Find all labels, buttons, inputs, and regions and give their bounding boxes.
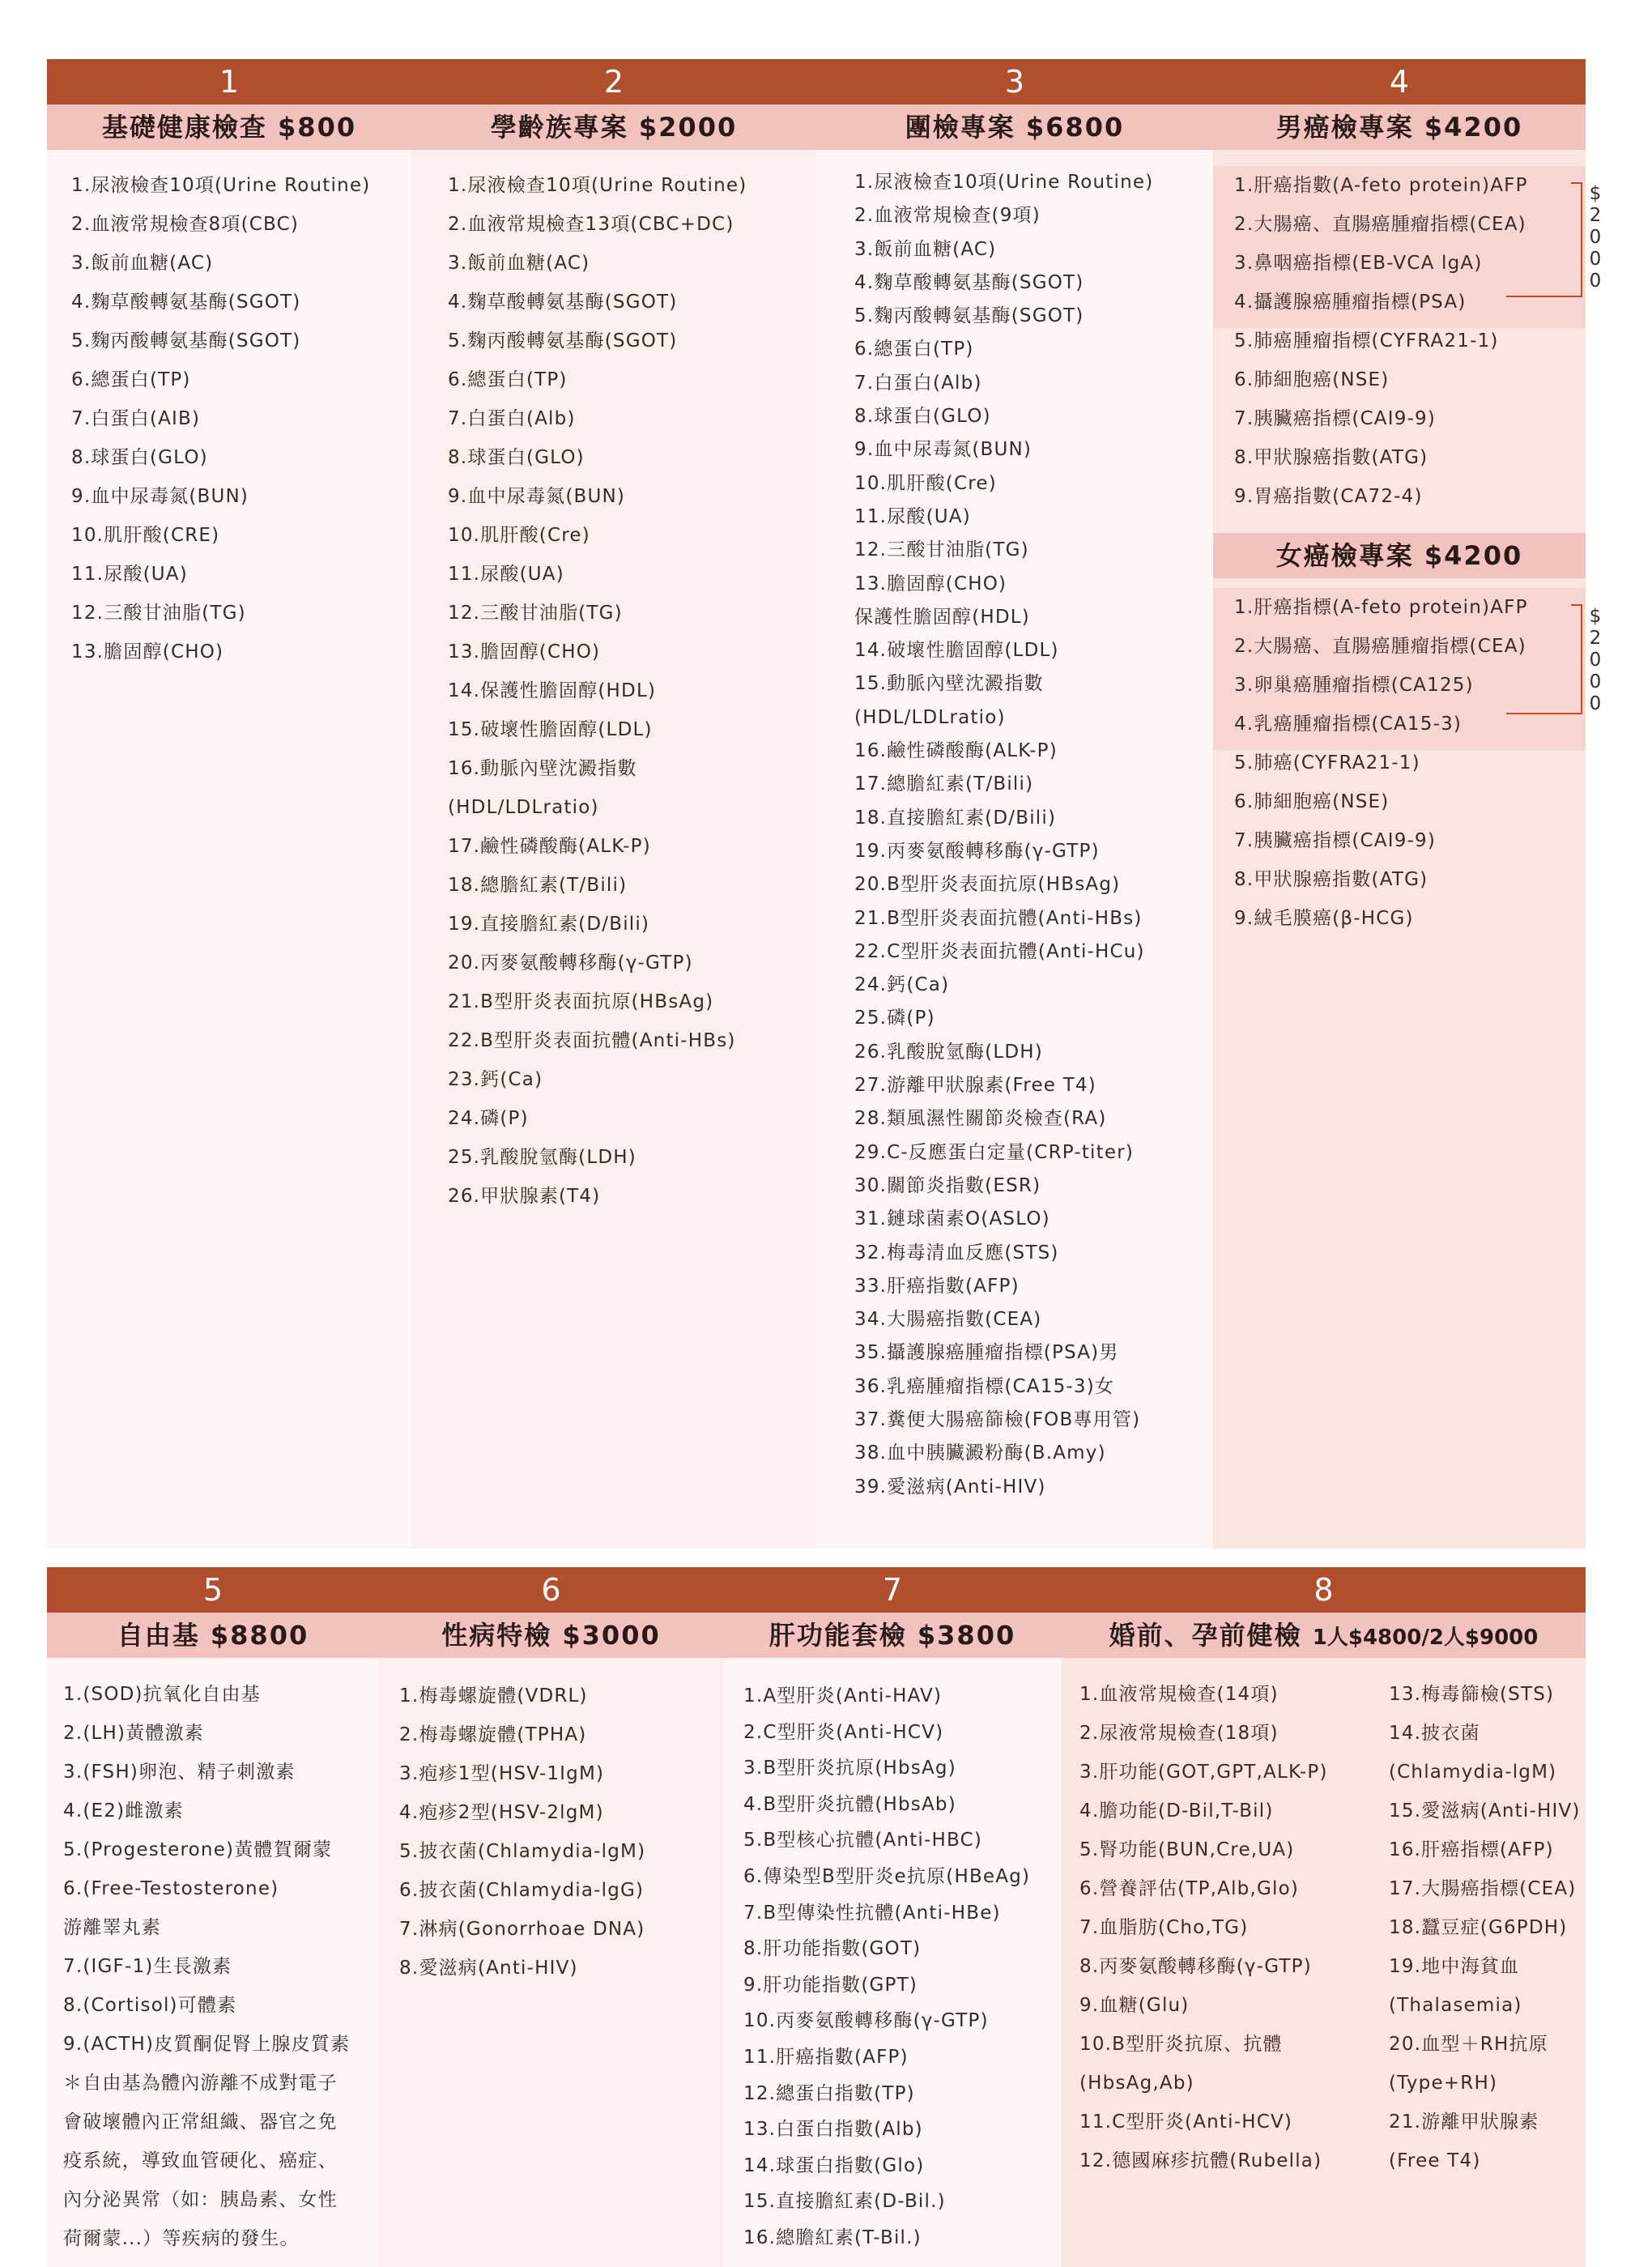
- section-4-bracket-tick: [1571, 182, 1581, 184]
- list-item: 11.肝癌指數(AFP): [743, 2046, 909, 2068]
- list-item: 34.大腸癌指數(CEA): [854, 1309, 1042, 1331]
- list-item: 8.(Cortisol)可體素: [63, 1995, 237, 2016]
- list-item: 38.血中胰臟澱粉酶(B.Amy): [854, 1442, 1106, 1464]
- list-item: 1.尿液檢查10項(Urine Routine): [448, 175, 747, 196]
- list-item: 6.披衣菌(Chlamydia-lgG): [399, 1880, 645, 1901]
- list-item: 21.B型肝炎表面抗體(Anti-HBs): [854, 907, 1143, 929]
- list-item: 15.愛滋病(Anti-HIV): [1389, 1800, 1581, 1822]
- list-item: 2.血液常規檢查8項(CBC): [71, 214, 300, 235]
- list-item: 27.游離甲狀腺素(Free T4): [854, 1075, 1096, 1097]
- list-item: 7.B型傳染性抗體(Anti-HBe): [743, 1902, 1001, 1924]
- list-item: 37.糞便大腸癌篩檢(FOB專用管): [854, 1408, 1141, 1430]
- list-item: 20.丙麥氨酸轉移酶(γ-GTP): [448, 952, 693, 974]
- section-8-title-wrap: [1062, 1613, 1586, 1658]
- list-item: 9.血糖(Glu): [1079, 1995, 1190, 2016]
- list-item: 8.球蛋白(GLO): [71, 447, 208, 468]
- list-item: 7.白蛋白(AIB): [71, 408, 201, 429]
- list-item: 30.關節炎指數(ESR): [854, 1174, 1041, 1196]
- list-item: 8.愛滋病(Anti-HIV): [399, 1958, 578, 1979]
- list-item: 9.(ACTH)皮質酮促腎上腺皮質素: [63, 2034, 351, 2055]
- list-item: 8.球蛋白(GLO): [854, 406, 991, 428]
- list-item: 3.(FSH)卵泡、精子刺激素: [63, 1762, 296, 1783]
- list-item: 4.麴草酸轉氨基酶(SGOT): [71, 292, 301, 313]
- list-item: 13.膽固醇(CHO): [854, 573, 1007, 594]
- list-item: 1.肝癌指標(A-feto protein)AFP: [1234, 597, 1528, 618]
- list-item: 16.鹼性磷酸酶(ALK-P): [854, 740, 1058, 762]
- section-8-title: 婚前、孕前健檢: [1109, 1620, 1302, 1651]
- list-item: 16.總膽紅素(T-Bil.): [743, 2227, 922, 2248]
- list-item: 7.白蛋白(Alb): [854, 372, 982, 394]
- section-8-price: 1人$4800/2人$9000: [1312, 1626, 1539, 1650]
- list-item: 13.膽固醇(CHO): [71, 641, 224, 663]
- list-item: 3.疱疹1型(HSV-1IgM): [399, 1763, 605, 1784]
- list-item: 3.飯前血糖(AC): [854, 238, 997, 260]
- list-item: 12.德國麻疹抗體(Rubella): [1079, 2150, 1322, 2171]
- list-item: 10.肌肝酸(CRE): [71, 525, 220, 546]
- list-item: 2.血液常規檢查13項(CBC+DC): [448, 214, 734, 235]
- list-item: 33.肝癌指數(AFP): [854, 1275, 1020, 1297]
- list-item: 6.(Free-Testosterone): [63, 1878, 279, 1899]
- list-item: 10.丙麥氨酸轉移酶(γ-GTP): [743, 2010, 989, 2032]
- list-item: 12.三酸甘油脂(TG): [448, 603, 623, 624]
- list-item: 7.白蛋白(Alb): [448, 408, 576, 429]
- list-item: 12.三酸甘油脂(TG): [854, 539, 1029, 561]
- list-item: 3.鼻咽癌指標(EB-VCA lgA): [1234, 253, 1483, 274]
- list-item: 荷爾蒙...）等疾病的發生。: [63, 2228, 300, 2249]
- list-item: 疫系統，導致血管硬化、癌症、: [63, 2150, 338, 2171]
- list-item: 6.營養評估(TP,Alb,Glo): [1079, 1878, 1300, 1899]
- section-6-number: 6: [541, 1572, 561, 1608]
- list-item: 5.B型核心抗體(Anti-HBC): [743, 1830, 983, 1852]
- list-item: 4.攝護腺癌腫瘤指標(PSA): [1234, 292, 1467, 313]
- list-item: 7.血脂肪(Cho,TG): [1079, 1917, 1249, 1938]
- list-item: 5.麴丙酸轉氨基酶(SGOT): [854, 305, 1084, 327]
- list-item: 4.B型肝炎抗體(HbsAb): [743, 1793, 956, 1815]
- list-item: 12.三酸甘油脂(TG): [71, 603, 246, 624]
- list-item: 3.B型肝炎抗原(HbsAg): [743, 1758, 956, 1779]
- list-item: 8.甲狀腺癌指數(ATG): [1234, 447, 1428, 468]
- list-item: 4.膽功能(D-Bil,T-Bil): [1079, 1800, 1274, 1822]
- list-item: 21.B型肝炎表面抗原(HBsAg): [448, 991, 714, 1012]
- list-item: 25.乳酸脫氫酶(LDH): [448, 1147, 637, 1168]
- list-item: (HbsAg,Ab): [1079, 2073, 1194, 2094]
- section-2-list: [448, 166, 747, 1216]
- list-item: 18.總膽紅素(T/Bili): [448, 875, 628, 896]
- list-item: 2.C型肝炎(Anti-HCV): [743, 1721, 944, 1743]
- list-item: 26.甲狀腺素(T4): [448, 1186, 601, 1207]
- list-item: 9.胃癌指數(CA72-4): [1234, 486, 1423, 507]
- section-4b-list: [1234, 744, 1436, 938]
- list-item: 15.動脈內壁沈澱指數: [854, 673, 1044, 695]
- list-item: 8.球蛋白(GLO): [448, 447, 585, 468]
- list-item: 14.保護性膽固醇(HDL): [448, 680, 657, 701]
- section-1-title: 基礎健康檢查 $800: [101, 112, 357, 143]
- list-item: 14.球蛋白指數(Glo): [743, 2154, 925, 2176]
- section-4-bracket-line: [1506, 182, 1582, 297]
- list-item: 1.肝癌指數(A-feto protein)AFP: [1234, 175, 1528, 196]
- list-item: 19.直接膽紅素(D/Bili): [448, 914, 650, 935]
- list-item: 22.B型肝炎表面抗體(Anti-HBs): [448, 1030, 736, 1051]
- list-item: 4.疱疹2型(HSV-2lgM): [399, 1802, 604, 1823]
- list-item: 2.大腸癌、直腸癌腫瘤指標(CEA): [1234, 636, 1526, 657]
- list-item: 4.(E2)雌激素: [63, 1800, 184, 1822]
- list-item: 8.肝功能指數(GOT): [743, 1938, 922, 1960]
- list-item: ＊自由基為體內游離不成對電子: [63, 2073, 338, 2094]
- list-item: 20.B型肝炎表面抗原(HBsAg): [854, 874, 1121, 896]
- list-item: (HDL/LDLratio): [448, 797, 599, 818]
- list-item: 2.梅毒螺旋體(TPHA): [399, 1724, 587, 1745]
- list-item: 8.甲狀腺癌指數(ATG): [1234, 869, 1428, 890]
- list-item: 6.總蛋白(TP): [854, 339, 974, 360]
- section-5-title: 自由基 $8800: [117, 1620, 309, 1651]
- list-item: 4.麴草酸轉氨基酶(SGOT): [448, 292, 678, 313]
- list-item: 9.血中尿毒氮(BUN): [854, 439, 1032, 461]
- list-item: 3.飯前血糖(AC): [448, 253, 590, 274]
- section-1-number: 1: [219, 64, 240, 100]
- list-item: 內分泌異常（如：胰島素、女性: [63, 2189, 338, 2210]
- list-item: 6.肺細胞癌(NSE): [1234, 791, 1390, 812]
- section-6-title: 性病特檢 $3000: [441, 1620, 661, 1651]
- list-item: 18.直接膽紅素(D/Bili): [854, 807, 1057, 829]
- list-item: 10.肌肝酸(Cre): [448, 525, 590, 546]
- list-item: 39.愛滋病(Anti-HIV): [854, 1476, 1046, 1498]
- section-7-number: 7: [882, 1572, 903, 1608]
- list-item: 1.A型肝炎(Anti-HAV): [743, 1685, 943, 1707]
- list-item: 8.丙麥氨酸轉移酶(γ-GTP): [1079, 1956, 1312, 1977]
- list-item: 7.(IGF-1)生長激素: [63, 1956, 232, 1977]
- section-7-list: [743, 1678, 1030, 2256]
- list-item: 10.肌肝酸(Cre): [854, 472, 997, 494]
- list-item: 20.血型＋RH抗原: [1389, 2034, 1548, 2055]
- list-item: 2.血液常規檢查(9項): [854, 205, 1041, 227]
- section-4b-bracket-list: [1234, 588, 1528, 744]
- list-item: 1.血液常規檢查(14項): [1079, 1684, 1279, 1705]
- section-7-title: 肝功能套檢 $3800: [769, 1620, 1016, 1651]
- list-item: 5.(Progesterone)黃體賀爾蒙: [63, 1839, 333, 1860]
- section-4b-bracket-tick: [1571, 604, 1581, 606]
- list-item: 13.膽固醇(CHO): [448, 641, 601, 663]
- list-item: 4.麴草酸轉氨基酶(SGOT): [854, 271, 1084, 293]
- list-item: 14.披衣菌: [1389, 1723, 1480, 1744]
- section-1-list: [71, 166, 370, 671]
- list-item: (Chlamydia-lgM): [1389, 1762, 1557, 1783]
- list-item: 4.乳癌腫瘤指標(CA15-3): [1234, 714, 1463, 735]
- list-item: 24.磷(P): [448, 1108, 529, 1129]
- list-item: 11.C型肝炎(Anti-HCV): [1079, 2111, 1293, 2133]
- list-item: 23.鈣(Ca): [448, 1069, 543, 1090]
- list-item: 5.披衣菌(Chlamydia-lgM): [399, 1841, 646, 1862]
- list-item: 6.肺細胞癌(NSE): [1234, 369, 1390, 390]
- list-item: 13.梅毒篩檢(STS): [1389, 1684, 1555, 1705]
- list-item: (Type+RH): [1389, 2073, 1498, 2094]
- list-item: 22.C型肝炎表面抗體(Anti-HCu): [854, 940, 1145, 962]
- section-4-list: [1234, 322, 1499, 516]
- list-item: 1.(SOD)抗氧化自由基: [63, 1684, 261, 1705]
- section-8-list-left: [1079, 1675, 1328, 2180]
- list-item: 17.總膽紅素(T/Bili): [854, 773, 1034, 795]
- list-item: 16.動脈內壁沈澱指數: [448, 758, 637, 779]
- list-item: 7.胰臟癌指標(CAI9-9): [1234, 830, 1437, 851]
- section-4b-bracket-price: $ 2 0 0 0: [1589, 606, 1602, 714]
- list-item: 14.破壞性膽固醇(LDL): [854, 640, 1059, 662]
- section-4-title: 男癌檢專案 $4200: [1275, 112, 1523, 143]
- list-item: 26.乳酸脫氫酶(LDH): [854, 1041, 1043, 1063]
- list-item: 29.C-反應蛋白定量(CRP-titer): [854, 1141, 1135, 1163]
- list-item: 9.絨毛膜癌(β-HCG): [1234, 908, 1414, 929]
- section-6-list: [399, 1677, 645, 1988]
- list-item: 17.大腸癌指標(CEA): [1389, 1878, 1577, 1899]
- list-item: 24.鈣(Ca): [854, 974, 950, 996]
- list-item: 會破壞體內正常組織、器官之免: [63, 2111, 338, 2133]
- list-item: 11.尿酸(UA): [448, 564, 564, 585]
- section-4-bracket-price: $ 2 0 0 0: [1589, 183, 1602, 292]
- list-item: 1.梅毒螺旋體(VDRL): [399, 1685, 588, 1707]
- list-item: 7.淋病(Gonorrhoae DNA): [399, 1919, 645, 1940]
- list-item: 保護性膽固醇(HDL): [854, 606, 1030, 628]
- list-item: 19.丙麥氨酸轉移酶(γ-GTP): [854, 840, 1100, 862]
- list-item: 10.B型肝炎抗原、抗體: [1079, 2034, 1283, 2055]
- list-item: 5.麴丙酸轉氨基酶(SGOT): [71, 330, 301, 352]
- list-item: 3.飯前血糖(AC): [71, 253, 214, 274]
- list-item: 1.尿液檢查10項(Urine Routine): [71, 175, 371, 196]
- section-3-list: [854, 166, 1153, 1504]
- list-item: 17.鹼性磷酸酶(ALK-P): [448, 836, 651, 857]
- list-item: 2.大腸癌、直腸癌腫瘤指標(CEA): [1234, 214, 1526, 235]
- list-item: 25.磷(P): [854, 1008, 935, 1029]
- list-item: 6.總蛋白(TP): [71, 369, 191, 390]
- list-item: 36.乳癌腫瘤指標(CA15-3)女: [854, 1375, 1115, 1397]
- section-2-number: 2: [603, 64, 624, 100]
- section-5-number: 5: [202, 1572, 224, 1608]
- list-item: 21.游離甲狀腺素: [1389, 2111, 1539, 2133]
- list-item: 31.鏈球菌素O(ASLO): [854, 1208, 1050, 1230]
- list-item: (Free T4): [1389, 2150, 1481, 2171]
- section-4-bracket-list: [1234, 166, 1528, 322]
- section-4-number: 4: [1389, 64, 1410, 100]
- list-item: 5.肺癌(CYFRA21-1): [1234, 752, 1420, 773]
- list-item: 3.卵巢癌腫瘤指標(CA125): [1234, 675, 1474, 696]
- list-item: 3.肝功能(GOT,GPT,ALK-P): [1079, 1762, 1328, 1783]
- list-item: 11.尿酸(UA): [71, 564, 188, 585]
- list-item: 19.地中海貧血: [1389, 1956, 1520, 1977]
- list-item: 15.破壞性膽固醇(LDL): [448, 719, 653, 740]
- section-8-list-right: [1389, 1675, 1581, 2180]
- list-item: 5.肺癌腫瘤指標(CYFRA21-1): [1234, 330, 1499, 352]
- list-item: 12.總蛋白指數(TP): [743, 2082, 915, 2104]
- list-item: 7.胰臟癌指標(CAI9-9): [1234, 408, 1437, 429]
- list-item: 16.肝癌指標(AFP): [1389, 1839, 1554, 1860]
- list-item: 9.血中尿毒氮(BUN): [71, 486, 249, 507]
- section-3-number: 3: [1004, 64, 1025, 100]
- section-4b-bracket-line: [1506, 604, 1582, 714]
- section-5-list: [63, 1675, 350, 2258]
- section-2-title: 學齡族專案 $2000: [490, 112, 738, 143]
- section-4b-title: 女癌檢專案 $4200: [1275, 540, 1523, 571]
- list-item: 游離睪丸素: [63, 1917, 161, 1938]
- list-item: 5.麴丙酸轉氨基酶(SGOT): [448, 330, 678, 352]
- list-item: 5.腎功能(BUN,Cre,UA): [1079, 1839, 1295, 1860]
- list-item: 9.肝功能指數(GPT): [743, 1974, 918, 1996]
- list-item: 32.梅毒清血反應(STS): [854, 1242, 1059, 1263]
- list-item: 11.尿酸(UA): [854, 505, 971, 527]
- list-item: 6.總蛋白(TP): [448, 369, 568, 390]
- list-item: 1.尿液檢查10項(Urine Routine): [854, 172, 1154, 193]
- list-item: 2.(LH)黃體激素: [63, 1723, 204, 1744]
- list-item: 35.攝護腺癌腫瘤指標(PSA)男: [854, 1342, 1119, 1364]
- list-item: 2.尿液常規檢查(18項): [1079, 1723, 1279, 1744]
- list-item: 9.血中尿毒氮(BUN): [448, 486, 626, 507]
- list-item: (Thalasemia): [1389, 1995, 1522, 2016]
- list-item: 13.白蛋白指數(Alb): [743, 2119, 923, 2141]
- section-3-title: 團檢專案 $6800: [905, 112, 1125, 143]
- list-item: 15.直接膽紅素(D-Bil.): [743, 2191, 946, 2213]
- section-8-number: 8: [1314, 1572, 1334, 1608]
- list-item: 18.蠶豆症(G6PDH): [1389, 1917, 1568, 1938]
- list-item: (HDL/LDLratio): [854, 706, 1006, 728]
- list-item: 6.傳染型B型肝炎e抗原(HBeAg): [743, 1865, 1031, 1887]
- list-item: 28.類風濕性關節炎檢查(RA): [854, 1108, 1107, 1130]
